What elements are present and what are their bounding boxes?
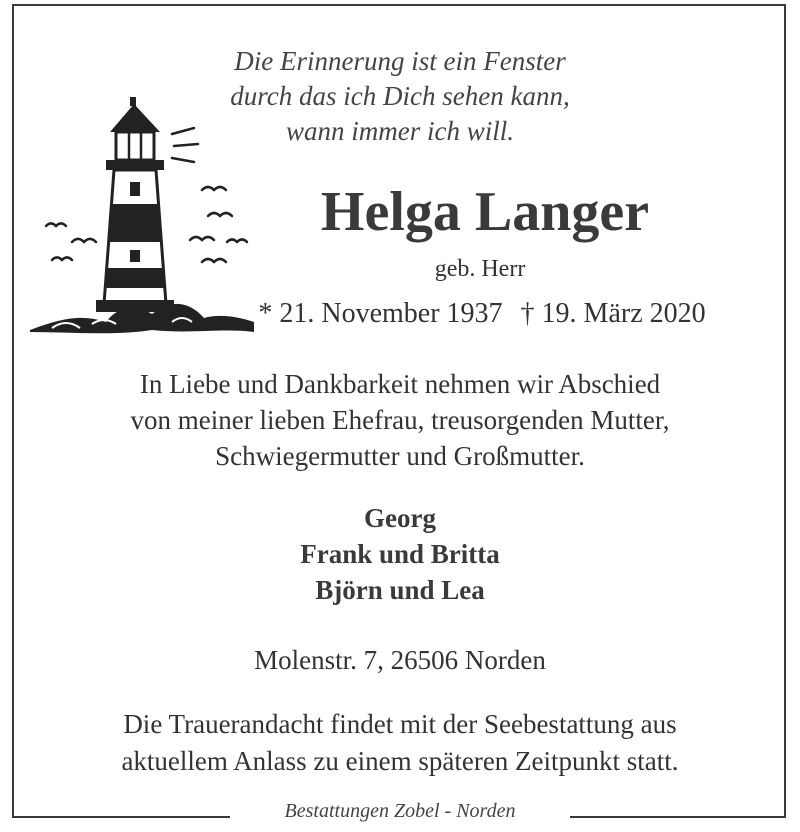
quote-line-3: wann immer ich will. xyxy=(286,116,514,146)
mourner-name: Georg xyxy=(364,503,436,533)
quote-line-1: Die Erinnerung ist ein Fenster xyxy=(234,46,566,76)
life-dates xyxy=(222,296,742,332)
birth-name: geb. Herr xyxy=(434,256,526,282)
message-line-2: von meiner lieben Ehefrau, treusorgenden Mutter, xyxy=(130,405,670,435)
mourners-list xyxy=(0,500,800,608)
mourner-name: Björn und Lea xyxy=(315,575,485,605)
birth-date: * 21. November 1937 xyxy=(258,298,503,329)
message-line-3: Schwiegermutter und Großmutter. xyxy=(215,441,585,471)
farewell-message xyxy=(0,366,800,474)
funeral-home-credit: Bestattungen Zobel - Norden xyxy=(230,798,570,824)
message-line-1: In Liebe und Dankbarkeit nehmen wir Abschied xyxy=(139,369,661,399)
notice-line-1: Die Trauerandacht findet mit der Seebestattung aus xyxy=(123,709,677,739)
service-notice xyxy=(0,706,800,780)
quote-line-2: durch das ich Dich sehen kann, xyxy=(230,81,570,111)
mourner-name: Frank und Britta xyxy=(300,539,500,569)
death-date: † 19. März 2020 xyxy=(520,298,706,329)
address: Molenstr. 7, 26506 Norden xyxy=(254,645,546,675)
deceased-name: Helga Langer xyxy=(320,181,650,243)
notice-line-2: aktuellem Anlass zu einem späteren Zeitpunkt statt. xyxy=(121,746,679,776)
